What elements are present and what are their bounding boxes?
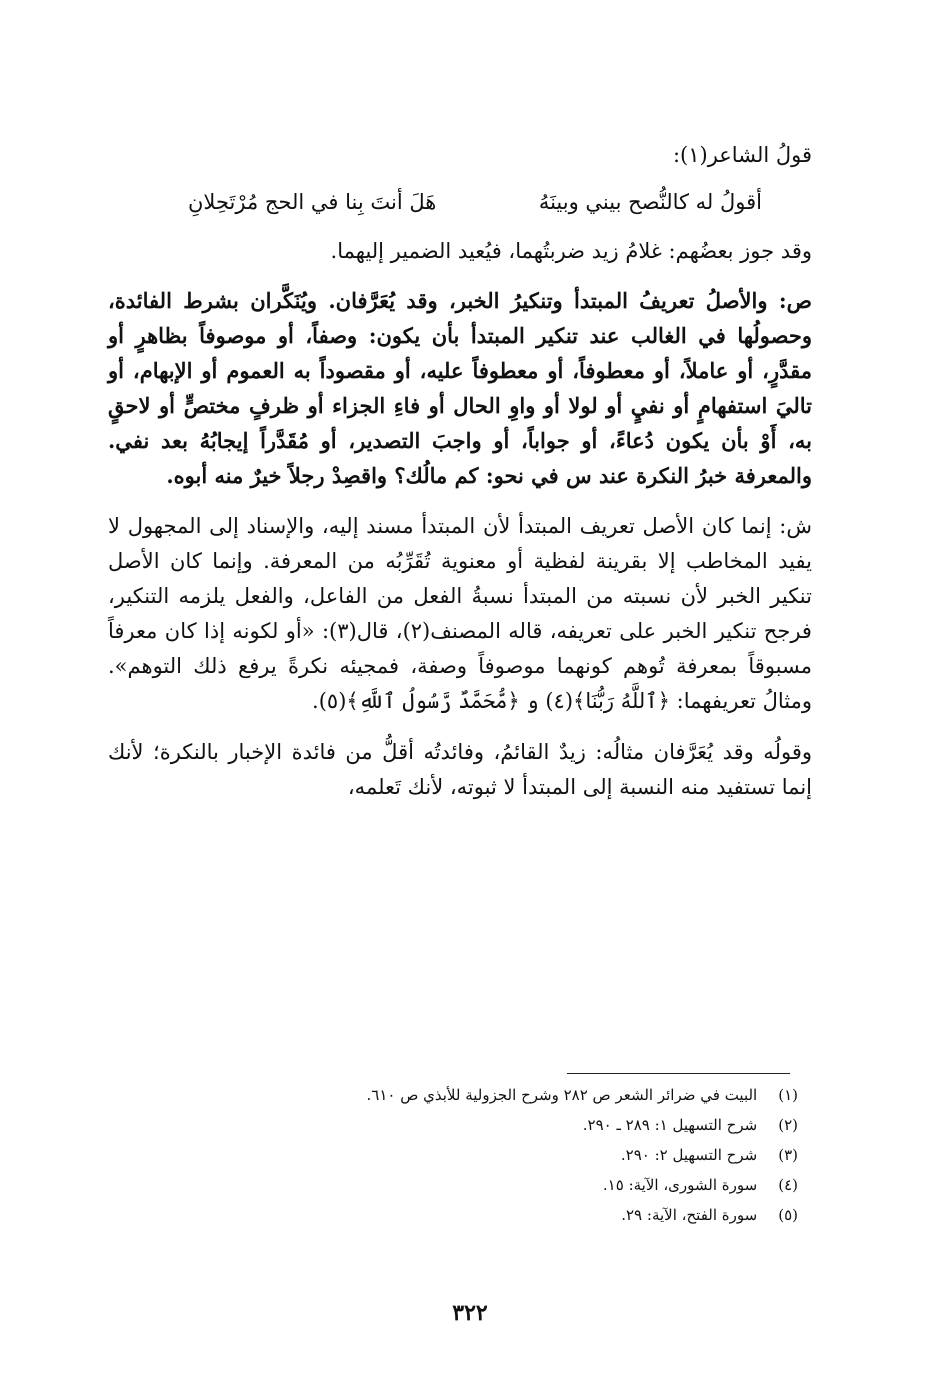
footnote-number: (٣) [778,1146,798,1164]
page-number: ٣٢٢ [452,1300,488,1326]
footnote-text: شرح التسهيل ١: ٢٨٩ ـ ٢٩٠. [582,1116,758,1134]
footnote [238,1140,798,1170]
verse-second-hemistich: هَلَ أنتَ بِنا في الحج مُرْتَحِلانِ [188,190,437,214]
footnote-text: سورة الشورى، الآية: ١٥. [602,1176,758,1194]
footnote [238,1200,798,1230]
intro-line: قولُ الشاعر(١): [672,143,812,167]
footnote [238,1170,798,1200]
footnote-text: شرح التسهيل ٢: ٢٩٠. [620,1146,758,1164]
footnote-text: البيت في ضرائر الشعر ص ٢٨٢ وشرح الجزولية للأبذي ص ٦١٠. [366,1086,758,1104]
footnote-number: (٢) [778,1116,798,1134]
footnote-separator [567,1073,790,1074]
footnote [238,1110,798,1140]
after-verse-line: وقد جوز بعضُهم: غلامُ زيد ضربتُهما، فيُعيد الضمير إليهما. [330,239,812,263]
footnote-number: (١) [778,1086,798,1104]
footnote [238,1080,798,1110]
poetry-verse [108,185,812,220]
footnotes [238,1080,798,1230]
footnote-text: سورة الفتح، الآية: ٢٩. [621,1206,758,1224]
footnote-number: (٥) [778,1206,798,1224]
last-paragraph: وقولُه وقد يُعَرَّفان مثالُه: زيدٌ القائمُ، وفائدتُه أقلُّ من فائدة الإخبار بالنكرة؛ لأنك إنما تستفيد منه النسبة إلى المبتدأ لا ثبوته، لأنك تَعلمه، [108,740,812,799]
footnote-number: (٤) [778,1176,798,1194]
main-text [108,138,812,805]
sharh-paragraph: ش: إنما كان الأصل تعريف المبتدأ لأن المبتدأ مسند إليه، والإسناد إلى المجهول لا يفيد المخاطب إلا بقرينة لفظية أو معنوية تُقَرِّبُه من المعرفة. وإنما كان الأصل تنكير الخبر لأن نسبته من المبتدأ نسبةُ الفعل من الفاعل، والفعل يلزمه التنكير، فرجح تنكير الخبر على تعريفه، قاله المصنف(٢)، قال(٣): «أو لكونه إذا كان معرفاً مسبوقاً بمعرفة تُوهم كونهما موصوفاً وصفة، فمجيئه نكرةً يرفع ذلك التوهم». ومثالُ تعريفهما: ﴿ٱللَّهُ رَبُّنَا﴾(٤) و ﴿مُّحَمَّدٌ رَّسُولُ ٱللَّهِ﴾(٥). [108,514,812,713]
matn-paragraph: ص: والأصلُ تعريفُ المبتدأ وتنكيرُ الخبر، وقد يُعَرَّفان. ويُنَكَّران بشرط الفائدة، وحصولُها في الغالب عند تنكير المبتدأ بأن يكون: وصفاً، أو موصوفاً بظاهرٍ أو مقدَّرٍ، أو عاملاً، أو معطوفاً، أو معطوفاً عليه، أو مقصوداً به العموم أو الإبهام، أو تاليَ استفهامٍ أو نفيٍ أو لولا أو واوِ الحال أو فاءِ الجزاء أو ظرفٍ مختصٍّ أو لاحقٍ به، أَوْ بأن يكون دُعاءً، أو جواباً، أو واجبَ التصدير، أو مُقَدَّراً إيجابُهُ بعد نفي. والمعرفة خبرُ النكرة عند س في نحو: كم مالُك؟ واقصِدْ رجلاً خيرٌ منه أبوه. [108,288,812,488]
verse-first-hemistich: أقولُ له كالنُّصح بيني وبينَهُ [538,190,762,214]
